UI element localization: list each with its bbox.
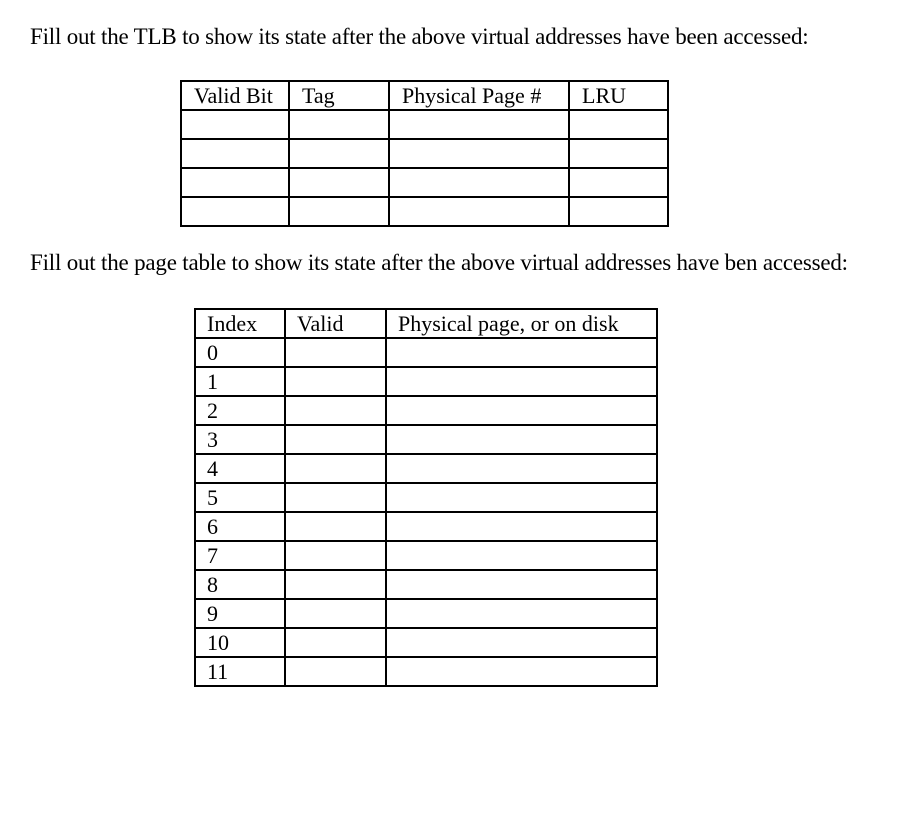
table-cell[interactable] bbox=[386, 425, 657, 454]
table-cell[interactable] bbox=[386, 599, 657, 628]
tlb-row bbox=[181, 168, 668, 197]
table-cell[interactable]: 3 bbox=[195, 425, 285, 454]
table-cell[interactable] bbox=[569, 139, 668, 168]
table-cell[interactable] bbox=[285, 483, 386, 512]
table-cell[interactable] bbox=[386, 657, 657, 686]
table-cell[interactable]: 10 bbox=[195, 628, 285, 657]
table-cell[interactable] bbox=[285, 599, 386, 628]
table-cell[interactable]: 5 bbox=[195, 483, 285, 512]
table-cell[interactable] bbox=[285, 425, 386, 454]
header-row bbox=[181, 81, 668, 110]
table-cell[interactable] bbox=[285, 396, 386, 425]
page-table bbox=[194, 308, 658, 687]
table-cell[interactable] bbox=[386, 541, 657, 570]
table-cell[interactable]: 11 bbox=[195, 657, 285, 686]
tlb-instruction: Fill out the TLB to show its state after the above virtual addresses have been accessed: bbox=[30, 24, 809, 49]
table-cell[interactable]: 2 bbox=[195, 396, 285, 425]
table-cell[interactable] bbox=[289, 139, 389, 168]
column-header: LRU bbox=[569, 81, 668, 110]
table-cell[interactable] bbox=[389, 139, 569, 168]
table-cell[interactable] bbox=[285, 657, 386, 686]
table-cell[interactable] bbox=[285, 628, 386, 657]
table-cell[interactable] bbox=[181, 168, 289, 197]
tlb-row bbox=[181, 110, 668, 139]
page-table-row bbox=[195, 541, 657, 570]
page-table-row bbox=[195, 599, 657, 628]
page-table-row bbox=[195, 454, 657, 483]
column-header: Valid Bit bbox=[181, 81, 289, 110]
table-cell[interactable] bbox=[569, 168, 668, 197]
table-cell[interactable] bbox=[386, 628, 657, 657]
page-table-row bbox=[195, 628, 657, 657]
page-table-row bbox=[195, 425, 657, 454]
column-header: Tag bbox=[289, 81, 389, 110]
table-cell[interactable] bbox=[386, 512, 657, 541]
table-cell[interactable] bbox=[386, 483, 657, 512]
page-table-row bbox=[195, 512, 657, 541]
table-cell[interactable] bbox=[285, 367, 386, 396]
table-cell[interactable]: 1 bbox=[195, 367, 285, 396]
table-cell[interactable] bbox=[285, 570, 386, 599]
table-cell[interactable] bbox=[181, 197, 289, 226]
table-cell[interactable] bbox=[386, 570, 657, 599]
table-cell[interactable] bbox=[285, 541, 386, 570]
page-table-row bbox=[195, 338, 657, 367]
table-cell[interactable] bbox=[389, 110, 569, 139]
table-cell[interactable] bbox=[386, 396, 657, 425]
page-table-row bbox=[195, 570, 657, 599]
column-header: Index bbox=[195, 309, 285, 338]
table-cell[interactable]: 9 bbox=[195, 599, 285, 628]
table-cell[interactable] bbox=[386, 454, 657, 483]
table-cell[interactable]: 6 bbox=[195, 512, 285, 541]
table-cell[interactable] bbox=[285, 454, 386, 483]
table-cell[interactable] bbox=[389, 197, 569, 226]
table-cell[interactable] bbox=[386, 338, 657, 367]
table-cell[interactable] bbox=[569, 110, 668, 139]
table-cell[interactable] bbox=[285, 512, 386, 541]
table-cell[interactable] bbox=[181, 139, 289, 168]
tlb-table bbox=[180, 80, 669, 227]
table-cell[interactable] bbox=[285, 338, 386, 367]
table-cell[interactable]: 7 bbox=[195, 541, 285, 570]
page-table-row bbox=[195, 396, 657, 425]
column-header: Valid bbox=[285, 309, 386, 338]
table-cell[interactable]: 0 bbox=[195, 338, 285, 367]
table-cell[interactable] bbox=[389, 168, 569, 197]
page-table-row bbox=[195, 483, 657, 512]
tlb-row bbox=[181, 139, 668, 168]
page-table-row bbox=[195, 657, 657, 686]
page-table-row bbox=[195, 367, 657, 396]
page-table-instruction: Fill out the page table to show its state after the above virtual addresses have ben accessed: bbox=[30, 250, 848, 275]
table-cell[interactable] bbox=[289, 168, 389, 197]
header-row bbox=[195, 309, 657, 338]
table-cell[interactable] bbox=[289, 197, 389, 226]
tlb-row bbox=[181, 197, 668, 226]
column-header: Physical page, or on disk bbox=[386, 309, 657, 338]
table-cell[interactable] bbox=[289, 110, 389, 139]
table-cell[interactable]: 8 bbox=[195, 570, 285, 599]
column-header: Physical Page # bbox=[389, 81, 569, 110]
table-cell[interactable] bbox=[181, 110, 289, 139]
table-cell[interactable]: 4 bbox=[195, 454, 285, 483]
table-cell[interactable] bbox=[569, 197, 668, 226]
table-cell[interactable] bbox=[386, 367, 657, 396]
